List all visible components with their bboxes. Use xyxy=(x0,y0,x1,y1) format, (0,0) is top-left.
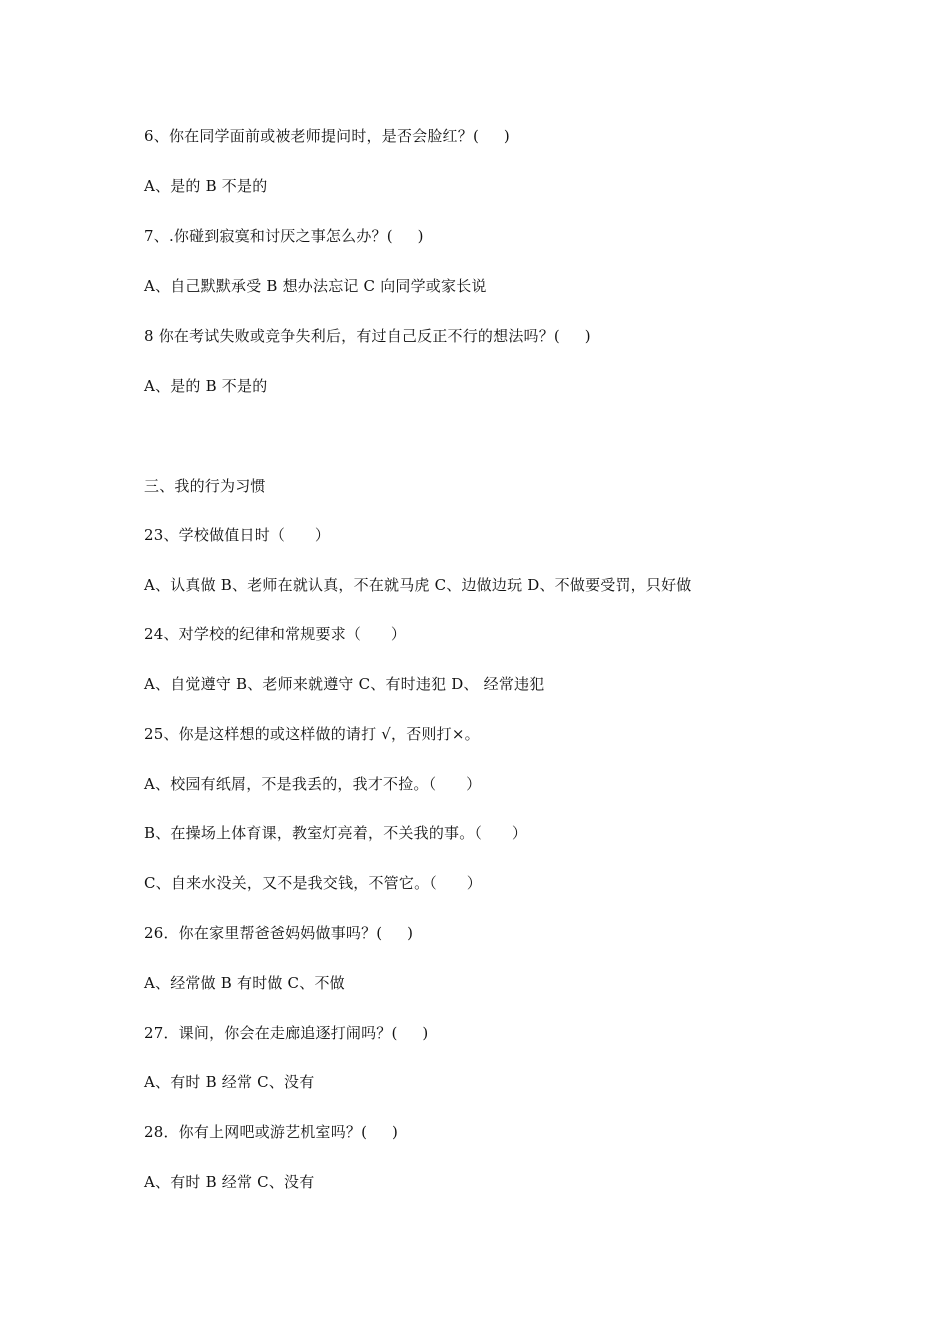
question-8: 8 你在考试失败或竞争失利后，有过自己反正不行的想法吗？( ) xyxy=(144,327,591,345)
question-7: 7、.你碰到寂寞和讨厌之事怎么办？( ) xyxy=(144,227,424,245)
question-28: 28．你有上网吧或游艺机室吗？( ) xyxy=(144,1123,399,1141)
question-23: 23、学校做值日时（ ） xyxy=(144,526,331,544)
question-26: 26．你在家里帮爸爸妈妈做事吗？( ) xyxy=(144,924,414,942)
question-8-options: A、是的 B 不是的 xyxy=(144,377,268,395)
question-25-item-b: B、在操场上体育课，教室灯亮着，不关我的事。（ ） xyxy=(144,824,528,842)
question-25-item-c: C、自来水没关，又不是我交钱，不管它。（ ） xyxy=(144,874,482,892)
question-6: 6、你在同学面前或被老师提问时，是否会脸红？( ) xyxy=(144,127,510,145)
question-6-options: A、是的 B 不是的 xyxy=(144,177,268,195)
section-heading: 三、我的行为习惯 xyxy=(144,477,266,495)
question-27: 27．课间，你会在走廊追逐打闹吗？( ) xyxy=(144,1024,429,1042)
question-25-item-a: A、校园有纸屑，不是我丢的，我才不捡。（ ） xyxy=(144,775,482,793)
question-28-options: A、有时 B 经常 C、没有 xyxy=(144,1173,315,1191)
question-25: 25、你是这样想的或这样做的请打 √，否则打×。 xyxy=(144,725,480,743)
question-27-options: A、有时 B 经常 C、没有 xyxy=(144,1073,315,1091)
question-26-options: A、经常做 B 有时做 C、不做 xyxy=(144,974,345,992)
question-7-options: A、自己默默承受 B 想办法忘记 C 向同学或家长说 xyxy=(144,277,487,295)
question-23-options: A、认真做 B、老师在就认真，不在就马虎 C、边做边玩 D、不做要受罚，只好做 xyxy=(144,576,692,594)
question-24-options: A、自觉遵守 B、老师来就遵守 C、有时违犯 D、 经常违犯 xyxy=(144,675,545,693)
question-24: 24、对学校的纪律和常规要求（ ） xyxy=(144,625,407,643)
